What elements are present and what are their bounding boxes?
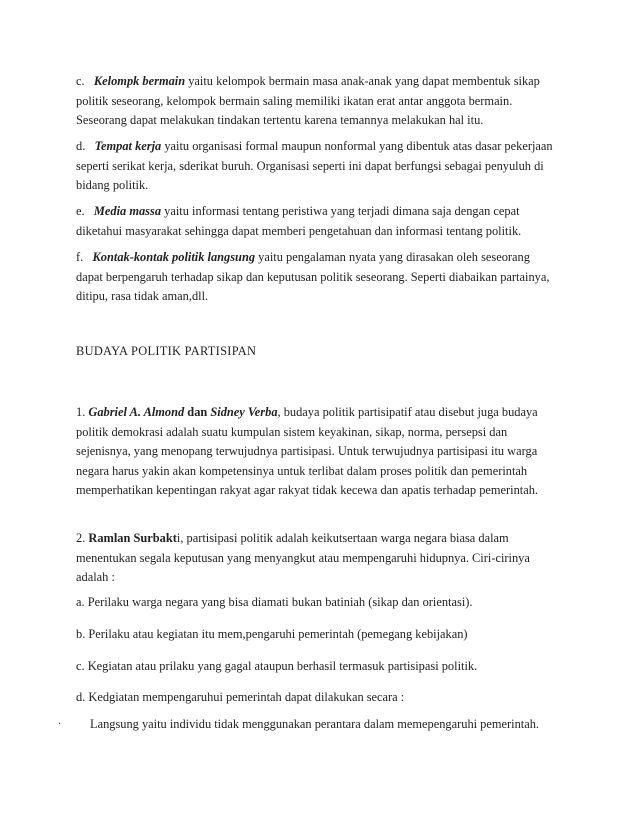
item-c-line-1 [76,72,576,92]
section-2-number: 2. [76,531,89,545]
section-1-number: 1. [76,405,89,419]
item-d-term: Tempat kerja [94,139,162,153]
section-1-line-1 [76,403,576,423]
item-e-text-2: diketahui masyarakat sehingga dapat memberi pengetahuan dan informasi tentang politik. [76,223,522,238]
section-1-conjunction: dan [184,405,211,419]
item-c-text-1: yaitu kelompok bermain masa anak-anak yang dapat membentuk sikap [185,74,540,88]
section-2-line-1 [76,529,576,549]
list-item-b-text: b. Perilaku atau kegiatan itu mem,pengaruhi pemerintah (pemegang kebijakan) [76,627,468,641]
section-2-author: Ramlan Surbakt [88,531,177,545]
item-e-term: Media massa [93,204,162,218]
item-d-text-3: bidang politik. [76,178,149,192]
paragraph-item-c [76,72,576,131]
item-f-text-1: yaitu pengalaman nyata yang dirasakan oleh seseorang [255,250,530,264]
list-item-a [76,593,576,613]
item-c-term: Kelompk bermain [93,74,186,88]
paragraph-section-1 [76,403,576,501]
section-2-text-3: adalah : [76,570,115,584]
item-e-text-1: yaitu informasi tentang peristiwa yang terjadi dimana saja dengan cepat [161,204,520,218]
list-item-d [76,688,576,708]
item-f-text-3: ditipu, rasa tidak aman,dll. [76,289,209,303]
item-d-line-1 [76,137,576,157]
list-item-c-text: c. Kegiatan atau prilaku yang gagal ataupun berhasil termasuk partisipasi politik. [76,659,478,673]
paragraph-item-e [76,202,576,241]
list-item-c [76,657,576,677]
item-f-marker: f. [76,250,84,264]
paragraph-item-d [76,137,576,196]
item-c-text-2: politik seseorang, kelompok bermain saling memiliki ikatan erat antar anggota bermain. [76,93,513,108]
bullet-item-text: Langsung yaitu individu tidak menggunakan perantara dalam memepengaruhi pemerintah. [90,717,540,731]
section-1-text-5: memperhatikan kepentingan rakyat agar rakyat tidak kecewa dan apatis terhadap pemerintah. [76,483,539,497]
section-2-text-1: i, partisipasi politik adalah keikutsertaan warga negara biasa dalam [176,531,509,545]
item-d-text-1: yaitu organisasi formal maupun nonformal yang dibentuk atas dasar pekerjaan [161,139,553,153]
section-1-text-3: sejenisnya, yang menopang terwujudnya partisipasi. Untuk terwujudnya partisipasi itu warga [76,444,538,458]
item-f-text-2: dapat berpengaruh terhadap sikap dan keputusan politik seseorang. Seperti diabaikan partainya, [76,269,550,284]
item-c-marker: c. [76,74,85,88]
section-1-text-1: , budaya politik partisipatif atau disebut juga budaya [277,405,538,419]
section-heading [76,342,576,362]
item-f-term: Kontak-kontak politik langsung [92,250,256,264]
item-e-marker: e. [76,204,85,218]
list-item-b [76,625,576,645]
paragraph-section-2 [76,529,576,588]
section-1-text-4: negara harus yakin akan kompetensinya untuk terlibat dalam proses politik dan pemerintah [76,463,528,478]
item-f-line-1 [76,248,576,268]
bullet-item [90,715,590,735]
item-d-marker: d. [76,139,86,153]
section-1-author-2: Sidney Verba [210,405,278,419]
list-item-d-text: d. Kedgiatan mempengaruhui pemerintah dapat dilakukan secara : [76,690,405,704]
item-e-line-1 [76,202,576,222]
item-d-text-2: seperti serikat kerja, sderikat buruh. Organisasi seperti ini dapat berfungsi sebagai penyuluh di [76,158,544,173]
list-item-a-text: a. Perilaku warga negara yang bisa diamati bukan batiniah (sikap dan orientasi). [76,595,473,609]
bullet-marker: · [58,719,62,730]
heading-text: BUDAYA POLITIK PARTISIPAN [76,344,257,358]
section-1-author-1: Gabriel A. Almond [88,405,185,419]
section-1-text-2: politik demokrasi adalah suatu kumpulan sistem keyakinan, sikap, norma, persepsi dan [76,424,508,439]
item-c-text-3: Seseorang dapat melakukan tindakan tertentu karena temannya melakukan hal itu. [76,113,484,127]
paragraph-item-f [76,248,576,307]
section-2-text-2: menentukan segala keputusan yang menyangkut atau mempengaruhi hidupnya. Ciri-cirinya [76,550,530,565]
